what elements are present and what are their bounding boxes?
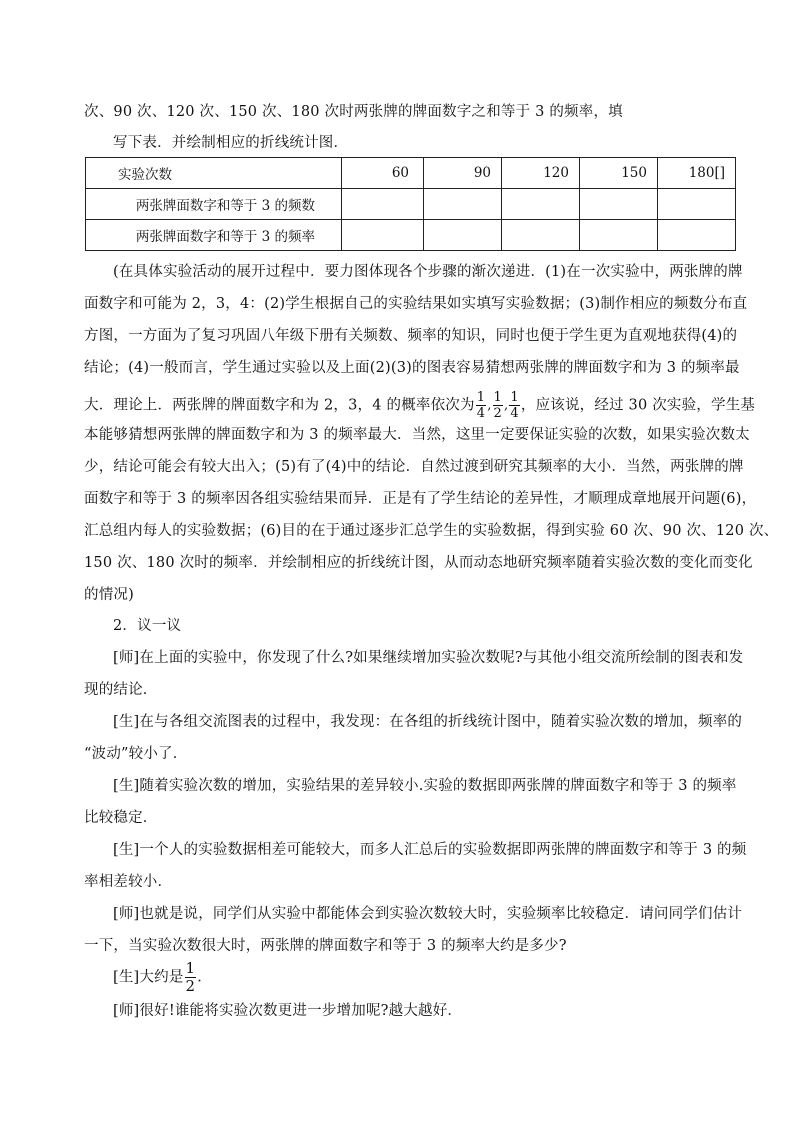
paragraph-line: 汇总组内每人的实验数据；(6)目的在于通过逐步汇总学生的实验数据，得到实验 60 次、90 次、120 次、: [84, 523, 779, 539]
paragraph-line-with-fractions: [84, 390, 755, 421]
table-row: [86, 220, 736, 251]
paragraph-line: (在具体实验活动的展开过程中．要力图体现各个步骤的渐次递进．(1)在一次实验中，两张牌的牌: [113, 264, 743, 280]
intro-line-1: 次、90 次、120 次、150 次、180 次时两张牌的牌面数字之和等于 3 的频率，填: [84, 104, 623, 120]
dialog-line: [生]一个人的实验数据相差可能较大，而多人汇总后的实验数据即两张牌的牌面数字和等于 3 的频: [113, 842, 747, 858]
dialog-line: 比较稳定．: [84, 810, 158, 826]
table-row-label: 两张牌面数字和等于 3 的频率: [86, 220, 342, 251]
table-row: [86, 158, 736, 189]
paragraph-text: 大．理论上．两张牌的牌面数字和为 2，3，4 的概率依次为: [84, 397, 475, 414]
paragraph-line: 150 次、180 次时的频率．并绘制相应的折线统计图，从而动态地研究频率随着实验次数的变化而变化: [84, 555, 753, 571]
table-header-cell: 150: [580, 158, 658, 189]
table-cell[interactable]: [580, 220, 658, 251]
dialog-line: [生]随着实验次数的增加，实验结果的差异较小.实验的数据即两张牌的牌面数字和等于 3 的频率: [113, 778, 737, 794]
paragraph-line: 的情况): [84, 587, 134, 603]
table-cell[interactable]: [580, 189, 658, 220]
fraction: $\frac{1}{4}$: [476, 390, 486, 421]
dialog-line: “波动”较小了．: [84, 746, 188, 762]
table-header-cell: 60: [342, 158, 424, 189]
fraction: $\frac{1}{2}$: [493, 390, 503, 421]
answer-fraction: $\frac{1}{2}$: [185, 959, 196, 995]
paragraph-line: 结论；(4)一般而言，学生通过实验以及上面(2)(3)的图表容易猜想两张牌的牌面数字和为 3 的频率最: [84, 360, 740, 376]
table-header-cell: 180[]: [658, 158, 736, 189]
dialog-line: 现的结论．: [84, 682, 158, 698]
dialog-line: 一下，当实验次数很大时，两张牌的牌面数字和等于 3 的频率大约是多少?: [84, 938, 567, 954]
paragraph-line: 面数字和等于 3 的频率因各组实验结果而异．正是有了学生结论的差异性，才顺理成章地展开问题(6)，: [84, 491, 757, 507]
paragraph-line: 本能够猜想两张牌的牌面数字和为 3 的频率最大．当然，这里一定要保证实验的次数，如果实验次数太: [84, 427, 750, 443]
dialog-text: ．: [197, 969, 212, 986]
table-cell[interactable]: [658, 220, 736, 251]
paragraph-text: ，应该说，经过 30 次实验，学生基: [520, 397, 756, 414]
dialog-line: [师]很好!谁能将实验次数更进一步增加呢?越大越好．: [113, 1003, 463, 1019]
dialog-line: [生]在与各组交流图表的过程中，我发现：在各组的折线统计图中，随着实验次数的增加，频率的: [113, 714, 743, 730]
table-header-cell: 120: [502, 158, 580, 189]
table-cell[interactable]: [502, 189, 580, 220]
table-cell[interactable]: [342, 220, 424, 251]
table-cell[interactable]: [658, 189, 736, 220]
table-cell[interactable]: [342, 189, 424, 220]
paragraph-line: 面数字和可能为 2，3，4：(2)学生根据自己的实验结果如实填写实验数据；(3)制作相应的频数分布直: [84, 296, 748, 312]
probability-fractions: $\frac{1}{4}$ , $\frac{1}{2}$ , $\frac{1}{4}$: [476, 390, 519, 421]
paragraph-line: 少，结论可能会有较大出入；(5)有了(4)中的结论．自然过渡到研究其频率的大小．当然，两张牌的牌: [84, 459, 744, 475]
intro-line-2: 写下表．并绘制相应的折线统计图．: [113, 135, 349, 151]
paragraph-line: 方图，一方面为了复习巩固八年级下册有关频数、频率的知识，同时也便于学生更为直观地获得(4)的: [84, 328, 738, 344]
dialog-text: [生]大约是: [113, 969, 184, 986]
table-header-cell: 实验次数: [86, 158, 342, 189]
dialog-line: [师]也就是说，同学们从实验中都能体会到实验次数较大时，实验频率比较稳定．请问同学们估计: [113, 906, 743, 922]
dialog-line-with-fraction: [113, 960, 212, 995]
fraction: $\frac{1}{4}$: [510, 390, 519, 421]
dialog-line: [师]在上面的实验中，你发现了什么?如果继续增加实验次数呢?与其他小组交流所绘制的图表和发: [113, 650, 744, 666]
table-cell[interactable]: [502, 220, 580, 251]
table-row-label: 两张牌面数字和等于 3 的频数: [86, 189, 342, 220]
table-header-cell: 90: [424, 158, 502, 189]
section-heading: 2．议一议: [113, 618, 182, 634]
table-cell[interactable]: [424, 189, 502, 220]
table-row: [86, 189, 736, 220]
experiment-table: [85, 157, 736, 251]
table-cell[interactable]: [424, 220, 502, 251]
dialog-line: 率相差较小．: [84, 874, 173, 890]
